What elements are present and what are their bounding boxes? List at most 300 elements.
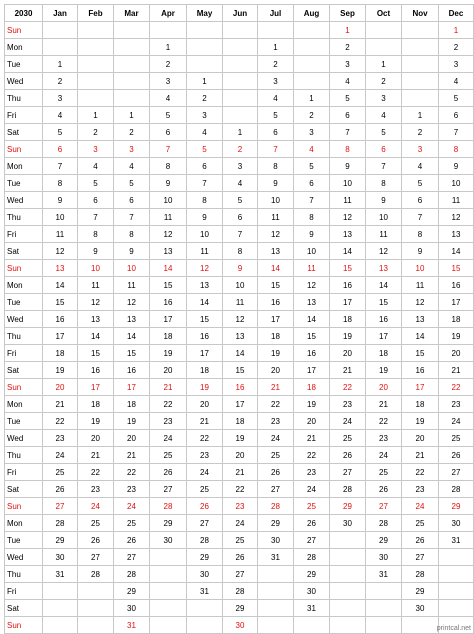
date-cell: 2 bbox=[78, 124, 114, 141]
date-cell: 23 bbox=[294, 464, 330, 481]
date-cell: 21 bbox=[294, 430, 330, 447]
date-cell: 10 bbox=[294, 243, 330, 260]
date-cell: 27 bbox=[114, 549, 150, 566]
date-cell: 22 bbox=[439, 379, 474, 396]
date-cell: 11 bbox=[294, 260, 330, 277]
date-cell bbox=[187, 600, 223, 617]
date-cell: 28 bbox=[330, 481, 366, 498]
date-cell bbox=[402, 617, 439, 634]
weekday-label: Fri bbox=[5, 464, 43, 481]
day-row bbox=[5, 260, 474, 277]
date-cell bbox=[114, 90, 150, 107]
date-cell bbox=[294, 22, 330, 39]
year-calendar-table bbox=[4, 4, 474, 634]
date-cell: 30 bbox=[223, 617, 258, 634]
date-cell: 23 bbox=[43, 430, 78, 447]
date-cell: 27 bbox=[78, 549, 114, 566]
date-cell bbox=[150, 549, 187, 566]
date-cell: 6 bbox=[150, 124, 187, 141]
month-header: Jul bbox=[258, 5, 294, 22]
weekday-label: Sun bbox=[5, 379, 43, 396]
date-cell: 20 bbox=[150, 362, 187, 379]
date-cell: 29 bbox=[294, 566, 330, 583]
month-header: Dec bbox=[439, 5, 474, 22]
date-cell: 15 bbox=[43, 294, 78, 311]
date-cell: 13 bbox=[439, 226, 474, 243]
date-cell: 27 bbox=[223, 566, 258, 583]
footer-credit: printcal.net bbox=[436, 625, 471, 632]
date-cell bbox=[330, 566, 366, 583]
date-cell: 28 bbox=[223, 583, 258, 600]
date-cell: 1 bbox=[366, 56, 402, 73]
date-cell: 8 bbox=[78, 226, 114, 243]
weekday-label: Fri bbox=[5, 226, 43, 243]
date-cell: 23 bbox=[187, 447, 223, 464]
date-cell bbox=[43, 583, 78, 600]
date-cell bbox=[78, 583, 114, 600]
date-cell: 17 bbox=[150, 311, 187, 328]
date-cell: 13 bbox=[366, 260, 402, 277]
date-cell bbox=[223, 56, 258, 73]
date-cell: 6 bbox=[402, 192, 439, 209]
date-cell: 25 bbox=[223, 532, 258, 549]
date-cell: 3 bbox=[150, 73, 187, 90]
date-cell: 29 bbox=[330, 498, 366, 515]
date-cell: 4 bbox=[402, 158, 439, 175]
date-cell: 13 bbox=[258, 243, 294, 260]
date-cell: 11 bbox=[78, 277, 114, 294]
date-cell: 24 bbox=[43, 447, 78, 464]
date-cell: 14 bbox=[330, 243, 366, 260]
date-cell: 25 bbox=[43, 464, 78, 481]
date-cell: 29 bbox=[187, 549, 223, 566]
date-cell: 12 bbox=[114, 294, 150, 311]
date-cell: 30 bbox=[294, 583, 330, 600]
date-cell: 10 bbox=[187, 226, 223, 243]
month-header: Feb bbox=[78, 5, 114, 22]
date-cell: 24 bbox=[150, 430, 187, 447]
date-cell: 29 bbox=[223, 600, 258, 617]
date-cell: 15 bbox=[78, 345, 114, 362]
date-cell: 11 bbox=[366, 226, 402, 243]
day-row bbox=[5, 498, 474, 515]
date-cell: 6 bbox=[258, 124, 294, 141]
date-cell: 29 bbox=[402, 583, 439, 600]
date-cell: 14 bbox=[258, 260, 294, 277]
date-cell: 6 bbox=[114, 192, 150, 209]
day-row bbox=[5, 464, 474, 481]
month-header: Jan bbox=[43, 5, 78, 22]
date-cell: 17 bbox=[78, 379, 114, 396]
date-cell: 23 bbox=[78, 481, 114, 498]
date-cell: 26 bbox=[294, 515, 330, 532]
date-cell: 10 bbox=[366, 209, 402, 226]
day-row bbox=[5, 328, 474, 345]
date-cell: 14 bbox=[366, 277, 402, 294]
date-cell: 13 bbox=[43, 260, 78, 277]
date-cell: 6 bbox=[223, 209, 258, 226]
calendar-body bbox=[5, 22, 474, 634]
header-row bbox=[5, 5, 474, 22]
date-cell: 19 bbox=[43, 362, 78, 379]
date-cell: 22 bbox=[366, 413, 402, 430]
date-cell: 2 bbox=[258, 56, 294, 73]
date-cell bbox=[330, 583, 366, 600]
date-cell: 14 bbox=[402, 328, 439, 345]
date-cell: 19 bbox=[366, 362, 402, 379]
day-row bbox=[5, 481, 474, 498]
date-cell: 26 bbox=[187, 498, 223, 515]
date-cell: 10 bbox=[330, 175, 366, 192]
date-cell: 31 bbox=[439, 532, 474, 549]
date-cell: 27 bbox=[294, 532, 330, 549]
date-cell bbox=[78, 22, 114, 39]
date-cell: 2 bbox=[187, 90, 223, 107]
date-cell: 10 bbox=[78, 260, 114, 277]
date-cell: 18 bbox=[150, 328, 187, 345]
day-row bbox=[5, 447, 474, 464]
day-row bbox=[5, 396, 474, 413]
date-cell: 18 bbox=[330, 311, 366, 328]
date-cell: 27 bbox=[258, 481, 294, 498]
date-cell: 14 bbox=[294, 311, 330, 328]
date-cell: 1 bbox=[43, 56, 78, 73]
date-cell bbox=[78, 56, 114, 73]
date-cell: 18 bbox=[294, 379, 330, 396]
weekday-label: Mon bbox=[5, 158, 43, 175]
date-cell: 23 bbox=[114, 481, 150, 498]
date-cell: 8 bbox=[150, 158, 187, 175]
date-cell bbox=[114, 39, 150, 56]
date-cell: 8 bbox=[439, 141, 474, 158]
date-cell bbox=[187, 39, 223, 56]
date-cell: 7 bbox=[366, 158, 402, 175]
date-cell: 5 bbox=[187, 141, 223, 158]
date-cell: 6 bbox=[43, 141, 78, 158]
date-cell: 30 bbox=[439, 515, 474, 532]
date-cell: 3 bbox=[78, 141, 114, 158]
date-cell: 20 bbox=[402, 430, 439, 447]
date-cell: 28 bbox=[439, 481, 474, 498]
date-cell: 5 bbox=[258, 107, 294, 124]
date-cell: 11 bbox=[330, 192, 366, 209]
date-cell: 21 bbox=[330, 362, 366, 379]
date-cell: 28 bbox=[294, 549, 330, 566]
date-cell: 26 bbox=[439, 447, 474, 464]
date-cell: 12 bbox=[439, 209, 474, 226]
date-cell: 22 bbox=[258, 396, 294, 413]
date-cell: 22 bbox=[150, 396, 187, 413]
date-cell: 10 bbox=[150, 192, 187, 209]
date-cell bbox=[187, 56, 223, 73]
day-row bbox=[5, 124, 474, 141]
date-cell: 13 bbox=[294, 294, 330, 311]
day-row bbox=[5, 345, 474, 362]
date-cell: 29 bbox=[43, 532, 78, 549]
date-cell bbox=[43, 600, 78, 617]
date-cell bbox=[150, 566, 187, 583]
date-cell: 19 bbox=[114, 413, 150, 430]
date-cell: 19 bbox=[223, 430, 258, 447]
date-cell: 13 bbox=[402, 311, 439, 328]
date-cell: 9 bbox=[78, 243, 114, 260]
date-cell: 28 bbox=[258, 498, 294, 515]
date-cell: 2 bbox=[366, 73, 402, 90]
date-cell: 1 bbox=[114, 107, 150, 124]
weekday-label: Thu bbox=[5, 447, 43, 464]
day-row bbox=[5, 107, 474, 124]
date-cell: 17 bbox=[258, 311, 294, 328]
date-cell bbox=[439, 600, 474, 617]
date-cell: 16 bbox=[223, 379, 258, 396]
date-cell: 20 bbox=[187, 396, 223, 413]
date-cell bbox=[223, 73, 258, 90]
date-cell: 30 bbox=[330, 515, 366, 532]
date-cell: 25 bbox=[78, 515, 114, 532]
month-header: Jun bbox=[223, 5, 258, 22]
date-cell: 13 bbox=[78, 311, 114, 328]
date-cell: 2 bbox=[43, 73, 78, 90]
date-cell bbox=[187, 22, 223, 39]
date-cell: 4 bbox=[258, 90, 294, 107]
date-cell: 23 bbox=[439, 396, 474, 413]
weekday-label: Sat bbox=[5, 481, 43, 498]
date-cell: 5 bbox=[150, 107, 187, 124]
date-cell: 5 bbox=[439, 90, 474, 107]
date-cell: 5 bbox=[402, 175, 439, 192]
date-cell: 6 bbox=[78, 192, 114, 209]
date-cell: 19 bbox=[439, 328, 474, 345]
date-cell: 9 bbox=[114, 243, 150, 260]
date-cell: 4 bbox=[223, 175, 258, 192]
date-cell bbox=[330, 600, 366, 617]
date-cell: 2 bbox=[402, 124, 439, 141]
date-cell: 24 bbox=[366, 447, 402, 464]
date-cell: 1 bbox=[223, 124, 258, 141]
date-cell: 14 bbox=[223, 345, 258, 362]
date-cell: 20 bbox=[366, 379, 402, 396]
date-cell bbox=[114, 22, 150, 39]
date-cell bbox=[78, 617, 114, 634]
date-cell: 21 bbox=[439, 362, 474, 379]
date-cell: 31 bbox=[258, 549, 294, 566]
date-cell: 9 bbox=[187, 209, 223, 226]
date-cell bbox=[330, 617, 366, 634]
month-header: Sep bbox=[330, 5, 366, 22]
weekday-label: Sat bbox=[5, 243, 43, 260]
date-cell bbox=[43, 22, 78, 39]
date-cell: 12 bbox=[366, 243, 402, 260]
date-cell: 21 bbox=[187, 413, 223, 430]
weekday-label: Thu bbox=[5, 90, 43, 107]
date-cell: 4 bbox=[294, 141, 330, 158]
date-cell bbox=[330, 549, 366, 566]
date-cell: 13 bbox=[114, 311, 150, 328]
date-cell: 24 bbox=[294, 481, 330, 498]
date-cell: 11 bbox=[223, 294, 258, 311]
date-cell: 10 bbox=[43, 209, 78, 226]
day-row bbox=[5, 226, 474, 243]
date-cell: 30 bbox=[187, 566, 223, 583]
weekday-label: Fri bbox=[5, 583, 43, 600]
date-cell: 3 bbox=[114, 141, 150, 158]
date-cell bbox=[402, 56, 439, 73]
date-cell: 8 bbox=[43, 175, 78, 192]
date-cell: 24 bbox=[330, 413, 366, 430]
date-cell: 30 bbox=[402, 600, 439, 617]
date-cell bbox=[439, 549, 474, 566]
date-cell bbox=[223, 22, 258, 39]
date-cell bbox=[187, 617, 223, 634]
date-cell: 24 bbox=[439, 413, 474, 430]
date-cell: 10 bbox=[402, 260, 439, 277]
date-cell: 14 bbox=[78, 328, 114, 345]
date-cell: 1 bbox=[330, 22, 366, 39]
date-cell: 30 bbox=[150, 532, 187, 549]
date-cell: 17 bbox=[294, 362, 330, 379]
date-cell: 4 bbox=[187, 124, 223, 141]
date-cell: 14 bbox=[43, 277, 78, 294]
day-row bbox=[5, 73, 474, 90]
date-cell: 25 bbox=[439, 430, 474, 447]
date-cell: 16 bbox=[439, 277, 474, 294]
date-cell: 27 bbox=[366, 498, 402, 515]
date-cell: 12 bbox=[402, 294, 439, 311]
date-cell bbox=[258, 583, 294, 600]
day-row bbox=[5, 413, 474, 430]
date-cell: 16 bbox=[150, 294, 187, 311]
date-cell bbox=[402, 39, 439, 56]
date-cell: 17 bbox=[114, 379, 150, 396]
date-cell: 27 bbox=[402, 549, 439, 566]
date-cell: 15 bbox=[439, 260, 474, 277]
date-cell: 26 bbox=[258, 464, 294, 481]
date-cell: 24 bbox=[402, 498, 439, 515]
date-cell: 19 bbox=[78, 413, 114, 430]
day-row bbox=[5, 362, 474, 379]
date-cell: 7 bbox=[402, 209, 439, 226]
day-row bbox=[5, 549, 474, 566]
date-cell: 12 bbox=[78, 294, 114, 311]
date-cell: 5 bbox=[223, 192, 258, 209]
date-cell: 3 bbox=[258, 73, 294, 90]
day-row bbox=[5, 294, 474, 311]
date-cell: 21 bbox=[258, 379, 294, 396]
date-cell: 26 bbox=[114, 532, 150, 549]
date-cell bbox=[294, 56, 330, 73]
date-cell: 27 bbox=[439, 464, 474, 481]
date-cell: 1 bbox=[294, 90, 330, 107]
date-cell: 15 bbox=[150, 277, 187, 294]
date-cell bbox=[114, 73, 150, 90]
date-cell: 1 bbox=[150, 39, 187, 56]
date-cell: 16 bbox=[187, 328, 223, 345]
date-cell: 27 bbox=[330, 464, 366, 481]
date-cell: 26 bbox=[330, 447, 366, 464]
date-cell: 29 bbox=[114, 583, 150, 600]
date-cell: 3 bbox=[294, 124, 330, 141]
date-cell: 29 bbox=[366, 532, 402, 549]
day-row bbox=[5, 141, 474, 158]
date-cell: 28 bbox=[78, 566, 114, 583]
date-cell: 16 bbox=[366, 311, 402, 328]
date-cell: 5 bbox=[330, 90, 366, 107]
date-cell: 9 bbox=[294, 226, 330, 243]
date-cell: 12 bbox=[258, 226, 294, 243]
date-cell: 11 bbox=[150, 209, 187, 226]
date-cell: 7 bbox=[114, 209, 150, 226]
date-cell bbox=[294, 39, 330, 56]
date-cell: 26 bbox=[150, 464, 187, 481]
date-cell: 22 bbox=[114, 464, 150, 481]
date-cell: 18 bbox=[366, 345, 402, 362]
date-cell: 4 bbox=[114, 158, 150, 175]
date-cell: 5 bbox=[294, 158, 330, 175]
date-cell: 1 bbox=[258, 39, 294, 56]
date-cell: 26 bbox=[78, 532, 114, 549]
day-row bbox=[5, 175, 474, 192]
date-cell: 8 bbox=[223, 243, 258, 260]
date-cell: 7 bbox=[150, 141, 187, 158]
date-cell: 18 bbox=[258, 328, 294, 345]
date-cell: 16 bbox=[258, 294, 294, 311]
date-cell: 20 bbox=[114, 430, 150, 447]
day-row bbox=[5, 617, 474, 634]
date-cell: 13 bbox=[223, 328, 258, 345]
date-cell: 20 bbox=[439, 345, 474, 362]
date-cell: 31 bbox=[114, 617, 150, 634]
date-cell: 25 bbox=[402, 515, 439, 532]
date-cell: 30 bbox=[43, 549, 78, 566]
weekday-label: Thu bbox=[5, 328, 43, 345]
date-cell: 21 bbox=[150, 379, 187, 396]
date-cell: 22 bbox=[43, 413, 78, 430]
date-cell bbox=[258, 22, 294, 39]
date-cell: 19 bbox=[150, 345, 187, 362]
date-cell: 25 bbox=[258, 447, 294, 464]
date-cell: 12 bbox=[150, 226, 187, 243]
date-cell: 9 bbox=[258, 175, 294, 192]
date-cell: 18 bbox=[114, 396, 150, 413]
date-cell: 30 bbox=[258, 532, 294, 549]
date-cell bbox=[150, 22, 187, 39]
date-cell: 15 bbox=[187, 311, 223, 328]
date-cell: 18 bbox=[402, 396, 439, 413]
date-cell: 2 bbox=[150, 56, 187, 73]
weekday-label: Tue bbox=[5, 294, 43, 311]
weekday-label: Tue bbox=[5, 56, 43, 73]
date-cell: 20 bbox=[223, 447, 258, 464]
year-header: 2030 bbox=[5, 5, 43, 22]
month-header: May bbox=[187, 5, 223, 22]
date-cell: 18 bbox=[439, 311, 474, 328]
date-cell: 25 bbox=[114, 515, 150, 532]
date-cell: 24 bbox=[114, 498, 150, 515]
date-cell: 5 bbox=[114, 175, 150, 192]
date-cell: 31 bbox=[366, 566, 402, 583]
date-cell: 19 bbox=[330, 328, 366, 345]
date-cell: 4 bbox=[78, 158, 114, 175]
date-cell: 23 bbox=[366, 430, 402, 447]
date-cell: 6 bbox=[294, 175, 330, 192]
date-cell: 4 bbox=[439, 73, 474, 90]
date-cell: 13 bbox=[330, 226, 366, 243]
date-cell: 20 bbox=[294, 413, 330, 430]
date-cell: 17 bbox=[187, 345, 223, 362]
date-cell: 3 bbox=[43, 90, 78, 107]
day-row bbox=[5, 22, 474, 39]
date-cell bbox=[330, 532, 366, 549]
